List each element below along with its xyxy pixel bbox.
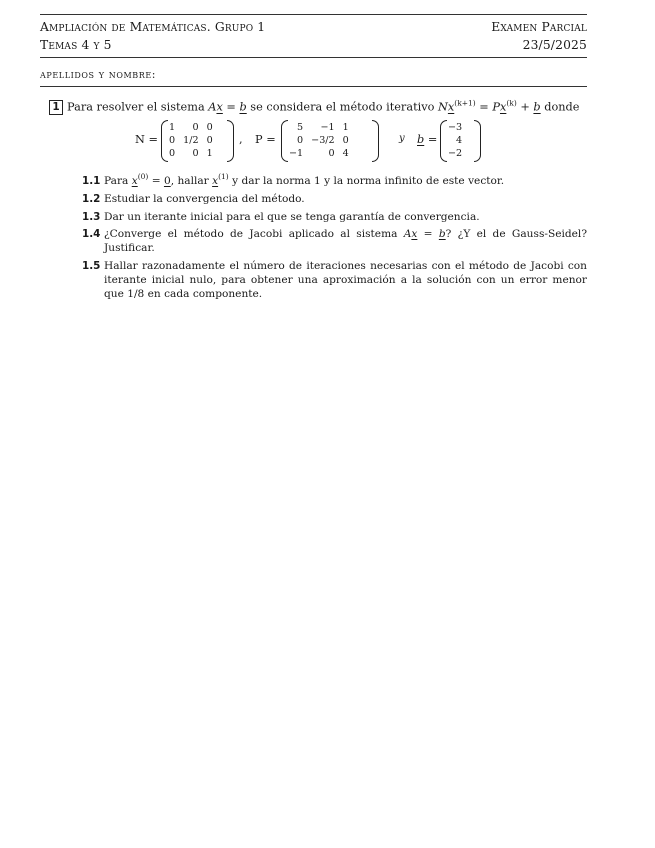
- math-x: x: [212, 175, 219, 187]
- matrix-cell: 1: [206, 148, 213, 159]
- matrix-cell: 0: [169, 135, 176, 146]
- matrix-cell: 0: [297, 135, 304, 146]
- item-text: ? ¿Y el de Gauss-Seidel? Justificar.: [104, 228, 587, 255]
- matrix-cell: −3/2: [311, 135, 335, 146]
- item-text: Dar un iterante inicial para el que se tenga garantía de convergencia.: [104, 210, 480, 223]
- matrix-cell: 0: [206, 135, 213, 146]
- subquestion-number: 1.5: [82, 259, 101, 272]
- vector-b-label: [417, 133, 437, 146]
- math-eq: =: [222, 100, 240, 114]
- vector-cell: 4: [456, 135, 463, 146]
- item-text: ¿Converge el método de Jacobi aplicado al sistema: [104, 228, 404, 241]
- exam-page: [40, 0, 587, 848]
- vector-b-symbol: b: [417, 133, 425, 146]
- subquestion-number: 1.4: [82, 228, 101, 241]
- subquestion-1-1: [82, 172, 587, 189]
- math-plus: +: [516, 100, 534, 114]
- math-N: N: [438, 100, 448, 114]
- bracket-right: [372, 120, 379, 162]
- matrix-cell: 1: [342, 122, 349, 133]
- subquestion-number: 1.1: [82, 175, 101, 187]
- math-superscript: (k+1): [454, 98, 476, 108]
- subquestion-1-3: [82, 211, 587, 225]
- matrix-cell: 1: [169, 122, 176, 133]
- item-text: , hallar: [170, 175, 213, 187]
- problem-1: [49, 98, 587, 300]
- matrix-cell: 0: [206, 122, 213, 133]
- exam-type: Examen Parcial: [491, 20, 587, 34]
- exam-date: 23/5/2025: [522, 38, 587, 52]
- math-eq: =: [475, 100, 493, 114]
- matrix-cell: 0: [328, 148, 335, 159]
- subquestion-1-4: [82, 228, 587, 256]
- matrix-cell: −1: [320, 122, 335, 133]
- matrix-N: [135, 120, 235, 162]
- connector-y: y: [399, 133, 405, 144]
- subquestion-number: 1.2: [82, 192, 101, 205]
- item-text: Para: [104, 175, 132, 187]
- problem-statement: [49, 100, 587, 115]
- math-x: x: [447, 100, 455, 114]
- student-name-label: apellidos y nombre:: [40, 68, 157, 81]
- math-x: x: [216, 100, 223, 114]
- course-title: Ampliación de Matemáticas. Grupo 1: [40, 20, 266, 34]
- math-A: A: [208, 100, 217, 114]
- math-superscript: (k): [506, 98, 517, 108]
- subquestion-list: [82, 172, 587, 305]
- math-P: P: [492, 100, 500, 114]
- matrix-P-entries: [285, 121, 353, 160]
- matrix-cell: 1/2: [183, 135, 199, 146]
- top-rule: [40, 14, 587, 15]
- math-zero-vector: 0: [163, 175, 171, 187]
- math-superscript: (1): [218, 172, 229, 181]
- vector-b: [417, 120, 497, 162]
- vector-b-eq: =: [424, 133, 438, 146]
- math-b: b: [239, 100, 247, 114]
- math-x: x: [131, 175, 138, 187]
- matrix-definitions: [135, 120, 495, 162]
- vector-cell: −3: [448, 122, 463, 133]
- matrix-cell: 0: [192, 122, 199, 133]
- matrix-cell: 5: [297, 122, 304, 133]
- matrix-cell: 0: [192, 148, 199, 159]
- matrix-cell: −1: [289, 148, 304, 159]
- matrix-P-label: P =: [255, 133, 276, 146]
- matrix-cell: 4: [342, 148, 349, 159]
- matrix-cell: 0: [342, 135, 349, 146]
- bracket-right: [227, 120, 234, 162]
- statement-text: se considera el método iterativo: [246, 100, 438, 114]
- math-superscript: (0): [137, 172, 149, 181]
- subquestion-1-5: [82, 260, 587, 301]
- matrix-separator: ,: [239, 133, 243, 146]
- statement-text: donde: [540, 100, 580, 114]
- matrix-N-entries: [165, 121, 217, 160]
- subquestion-number: 1.3: [82, 210, 101, 223]
- math-x: x: [411, 228, 418, 241]
- bracket-right: [474, 120, 481, 162]
- matrix-N-label: N =: [135, 133, 158, 146]
- math-x: x: [499, 100, 507, 114]
- name-field-rule: [40, 86, 587, 87]
- math-b: b: [533, 100, 541, 114]
- math-b: b: [438, 228, 446, 241]
- item-text: y dar la norma 1 y la norma infinito de este vector.: [228, 175, 505, 187]
- statement-text: Para resolver el sistema: [67, 100, 209, 114]
- item-text: Estudiar la convergencia del método.: [104, 192, 305, 205]
- vector-b-entries: [444, 121, 466, 160]
- matrix-P: [255, 120, 380, 162]
- math-eq: =: [148, 175, 164, 187]
- subquestion-1-2: [82, 193, 587, 207]
- matrix-cell: 0: [169, 148, 176, 159]
- item-text: Hallar razonadamente el número de iteraciones necesarias con el método de Jacobi con iterante inicial nulo, para obtener una aproximación a la solución con un error menor que 1/8 en cada componente.: [104, 259, 587, 300]
- problem-number-box: 1: [49, 100, 63, 115]
- header-bottom-rule: [40, 57, 587, 58]
- math-A: A: [403, 228, 412, 241]
- exam-topics: Temas 4 y 5: [40, 38, 112, 52]
- math-eq: =: [417, 228, 439, 241]
- vector-cell: −2: [448, 148, 463, 159]
